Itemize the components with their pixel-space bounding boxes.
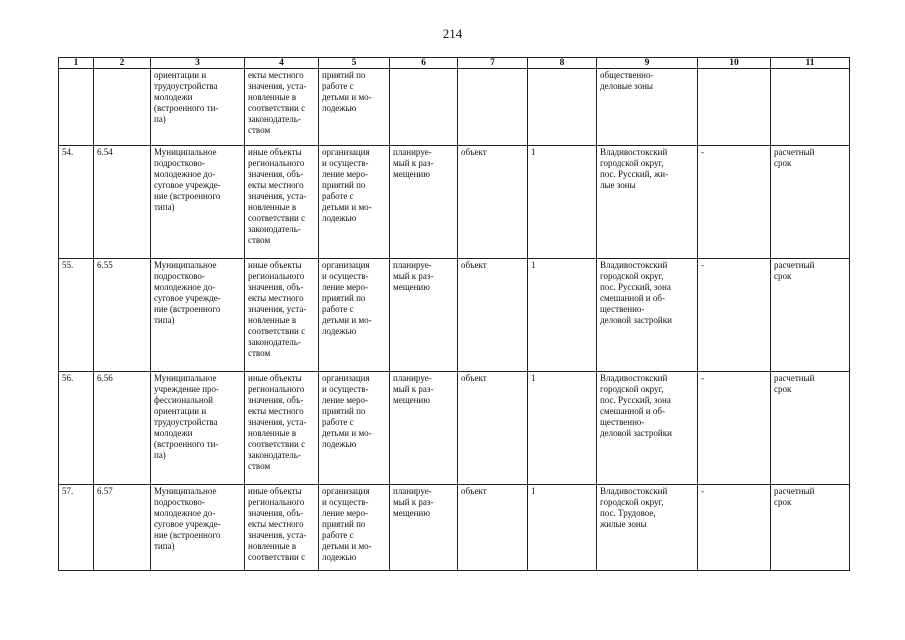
cell-zone: - [698,259,771,372]
header-cell: 5 [319,58,390,69]
cell-quantity: 1 [528,259,597,372]
table-row [59,372,850,485]
header-cell: 11 [771,58,850,69]
header-cell: 2 [94,58,151,69]
cell-type: екты местного значения, уста- новленные в соответствии с законодатель- ством [245,69,319,146]
cell-type: иные объекты регионального значения, объ- екты местного значения, уста- новленные в соответствии с [245,485,319,571]
cell-code: 6.57 [94,485,151,571]
cell-location: Владивостокский городской округ, пос. Трудовое, жилые зоны [597,485,698,571]
cell-number [59,69,94,146]
cell-term: расчетный срок [771,485,850,571]
cell-term: расчетный срок [771,259,850,372]
table-row [59,146,850,259]
cell-unit: объект [458,146,528,259]
cell-location: общественно- деловые зоны [597,69,698,146]
cell-code [94,69,151,146]
header-cell: 9 [597,58,698,69]
cell-location: Владивостокский городской округ, пос. Русский, зона смешанной и об- щественно- деловой застройки [597,259,698,372]
cell-zone: - [698,372,771,485]
cell-type: иные объекты регионального значения, объ- екты местного значения, уста- новленные в соответствии с законодатель- ством [245,146,319,259]
planning-table [58,57,850,571]
cell-term: расчетный срок [771,372,850,485]
header-cell: 4 [245,58,319,69]
cell-purpose: организация и осуществ- ление меро- приятий по работе с детьми и мо- лодежью [319,259,390,372]
cell-type: иные объекты регионального значения, объ- екты местного значения, уста- новленные в соответствии с законодатель- ством [245,259,319,372]
cell-zone [698,69,771,146]
header-cell: 1 [59,58,94,69]
cell-unit: объект [458,259,528,372]
cell-quantity: 1 [528,146,597,259]
page-number: 214 [442,26,463,41]
cell-purpose: организация и осуществ- ление меро- приятий по работе с детьми и мо- лодежью [319,146,390,259]
cell-number: 55. [59,259,94,372]
cell-term [771,69,850,146]
cell-name: Муниципальное подростково- молодежное до- суговое учрежде- ние (встроенного типа) [151,259,245,372]
cell-status: планируе- мый к раз- мещению [390,485,458,571]
cell-code: 6.55 [94,259,151,372]
cell-quantity: 1 [528,485,597,571]
cell-status: планируе- мый к раз- мещению [390,146,458,259]
header-cell: 8 [528,58,597,69]
cell-purpose: приятий по работе с детьми и мо- лодежью [319,69,390,146]
cell-status [390,69,458,146]
cell-code: 6.54 [94,146,151,259]
cell-unit: объект [458,372,528,485]
cell-name: Муниципальное подростково- молодежное до- суговое учрежде- ние (встроенного типа) [151,146,245,259]
cell-number: 57. [59,485,94,571]
table-row [59,485,850,571]
cell-number: 56. [59,372,94,485]
cell-purpose: организация и осуществ- ление меро- приятий по работе с детьми и мо- лодежью [319,485,390,571]
cell-name: Муниципальное подростково- молодежное до- суговое учрежде- ние (встроенного типа) [151,485,245,571]
table-row [59,259,850,372]
header-cell: 10 [698,58,771,69]
cell-name: Муниципальное учреждение про- фессиональной ориентации и трудоустройства молодежи (встроенного ти- па) [151,372,245,485]
cell-unit [458,69,528,146]
cell-name: ориентации и трудоустройства молодежи (встроенного ти- па) [151,69,245,146]
table-row-continuation [59,69,850,146]
cell-quantity [528,69,597,146]
cell-unit: объект [458,485,528,571]
cell-location: Владивостокский городской округ, пос. Русский, жи- лые зоны [597,146,698,259]
cell-location: Владивостокский городской округ, пос. Русский, зона смешанной и об- щественно- деловой застройки [597,372,698,485]
cell-term: расчетный срок [771,146,850,259]
table-header-row [59,58,850,69]
cell-purpose: организация и осуществ- ление меро- приятий по работе с детьми и мо- лодежью [319,372,390,485]
cell-zone: - [698,485,771,571]
header-cell: 6 [390,58,458,69]
cell-type: иные объекты регионального значения, объ- екты местного значения, уста- новленные в соответствии с законодатель- ством [245,372,319,485]
cell-quantity: 1 [528,372,597,485]
header-cell: 7 [458,58,528,69]
cell-number: 54. [59,146,94,259]
cell-status: планируе- мый к раз- мещению [390,259,458,372]
cell-code: 6.56 [94,372,151,485]
cell-status: планируе- мый к раз- мещению [390,372,458,485]
cell-zone: - [698,146,771,259]
header-cell: 3 [151,58,245,69]
